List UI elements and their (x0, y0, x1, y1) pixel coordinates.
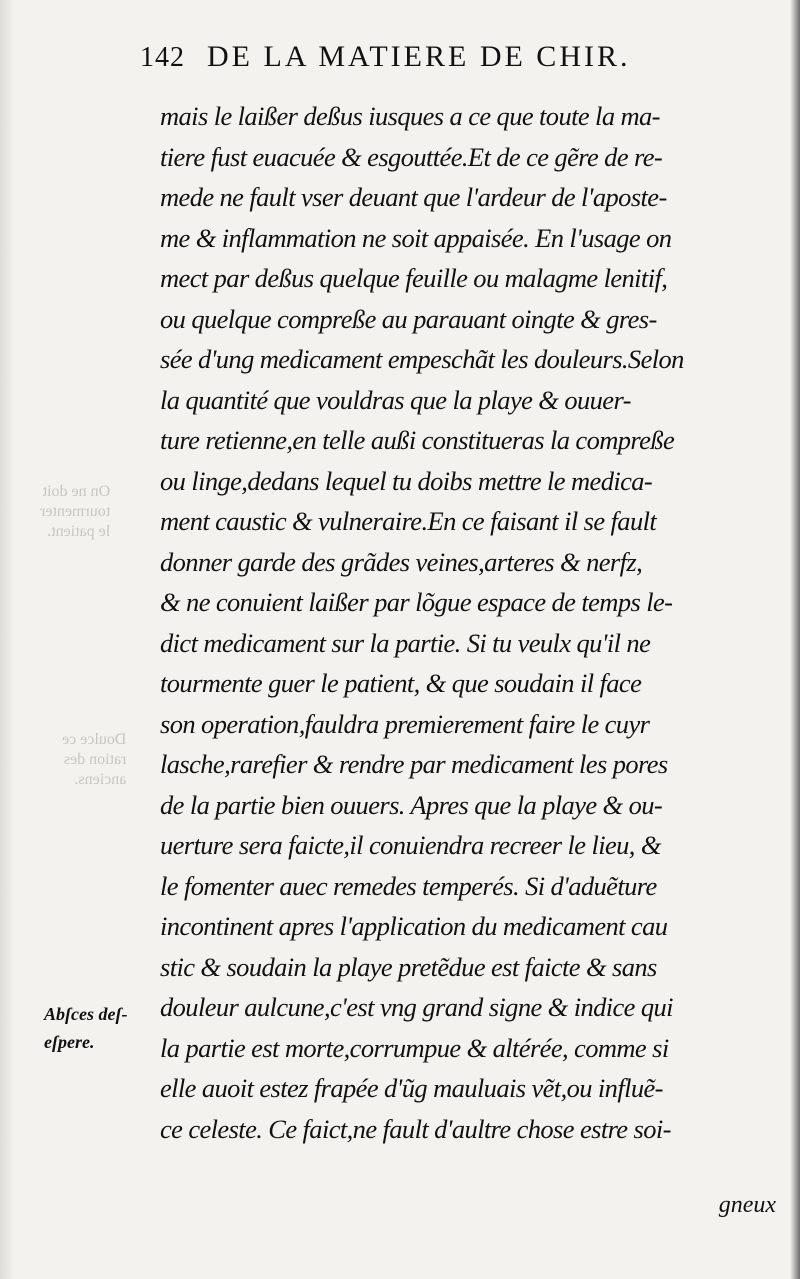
text-line: ou quelque compreße au parauant oingte & gres- (160, 303, 657, 334)
text-line: sée d'ung medicament empeschãt les douleurs.Selon (160, 344, 684, 374)
text-line: dict medicament sur la partie. Si tu veulx qu'il ne (160, 627, 651, 658)
text-line: elle auoit estez frapée d'ũg mauluais vẽt,ou influẽ- (160, 1073, 663, 1103)
show-through-line: Doulce ce (62, 731, 127, 748)
text-line: mede ne fault vser deuant que l'ardeur de l'aposte- (160, 182, 667, 212)
text-line: incontinent apres l'application du medicament cau (160, 911, 668, 941)
text-line: tiere fust euacuée & esgouttée.Et de ce gẽre de re- (160, 141, 663, 172)
text-line: mect par deßus quelque feuille ou malagme lenitif, (160, 263, 668, 293)
show-through-note (40, 482, 110, 542)
page-header (140, 40, 790, 90)
show-through-line: On ne doit (42, 483, 111, 500)
text-line: me & inflammation ne soit appaisée. En l'usage on (160, 222, 672, 253)
text-line: ture retienne,en telle außi constitueras la compreße (160, 425, 675, 455)
show-through-line: anciens. (74, 771, 127, 788)
body-text (160, 96, 792, 1149)
text-line: lasche,rarefier & rendre par medicament les pores (160, 749, 668, 779)
show-through-line: le patient. (47, 523, 111, 540)
text-line: stic & soudain la playe pretẽdue est faicte & sans (160, 951, 657, 982)
text-line: douleur aulcune,c'est vng grand signe & indice qui (160, 992, 673, 1022)
text-line: donner garde des grãdes veines,arteres & nerfz, (160, 546, 643, 577)
text-line: & ne conuient laißer par lõgue espace de temps le- (160, 587, 673, 617)
text-line: uerture sera faicte,il conuiendra recreer le lieu, & (160, 830, 661, 860)
text-line: le fomenter auec remedes temperés. Si d'aduẽture (160, 870, 657, 901)
text-line: son operation,fauldra premierement faire le cuyr (160, 708, 650, 739)
margin-note-line: eſpere. (44, 1032, 95, 1052)
text-line: ment caustic & vulneraire.En ce faisant il se fault (160, 506, 657, 536)
margin-note (44, 1000, 154, 1056)
text-line: de la partie bien ouuers. Apres que la playe & ou- (160, 789, 663, 820)
catchword: gneux (718, 1192, 776, 1218)
show-through-line: ration des (63, 751, 127, 768)
text-line: ou linge,dedans lequel tu doibs mettre le medica- (160, 465, 653, 496)
margin-note-line: Abſces deſ- (44, 1004, 128, 1024)
page-number: 142 (140, 42, 185, 73)
text-line: mais le laißer deßus iusques a ce que toute la ma- (160, 101, 660, 131)
text-line: la partie est morte,corrumpue & altérée, comme si (160, 1032, 669, 1063)
text-line: ce celeste. Ce faict,ne fault d'aultre chose estre soi- (160, 1113, 671, 1144)
running-head: DE LA MATIERE DE CHIR. (207, 40, 631, 73)
show-through-line: tourmenter (40, 503, 111, 520)
show-through-note (62, 730, 126, 790)
page-gutter-shadow (0, 0, 14, 1279)
text-line: la quantité que vouldras que la playe & ouuer- (160, 384, 631, 415)
text-line: tourmente guer le patient, & que soudain il face (160, 668, 642, 698)
